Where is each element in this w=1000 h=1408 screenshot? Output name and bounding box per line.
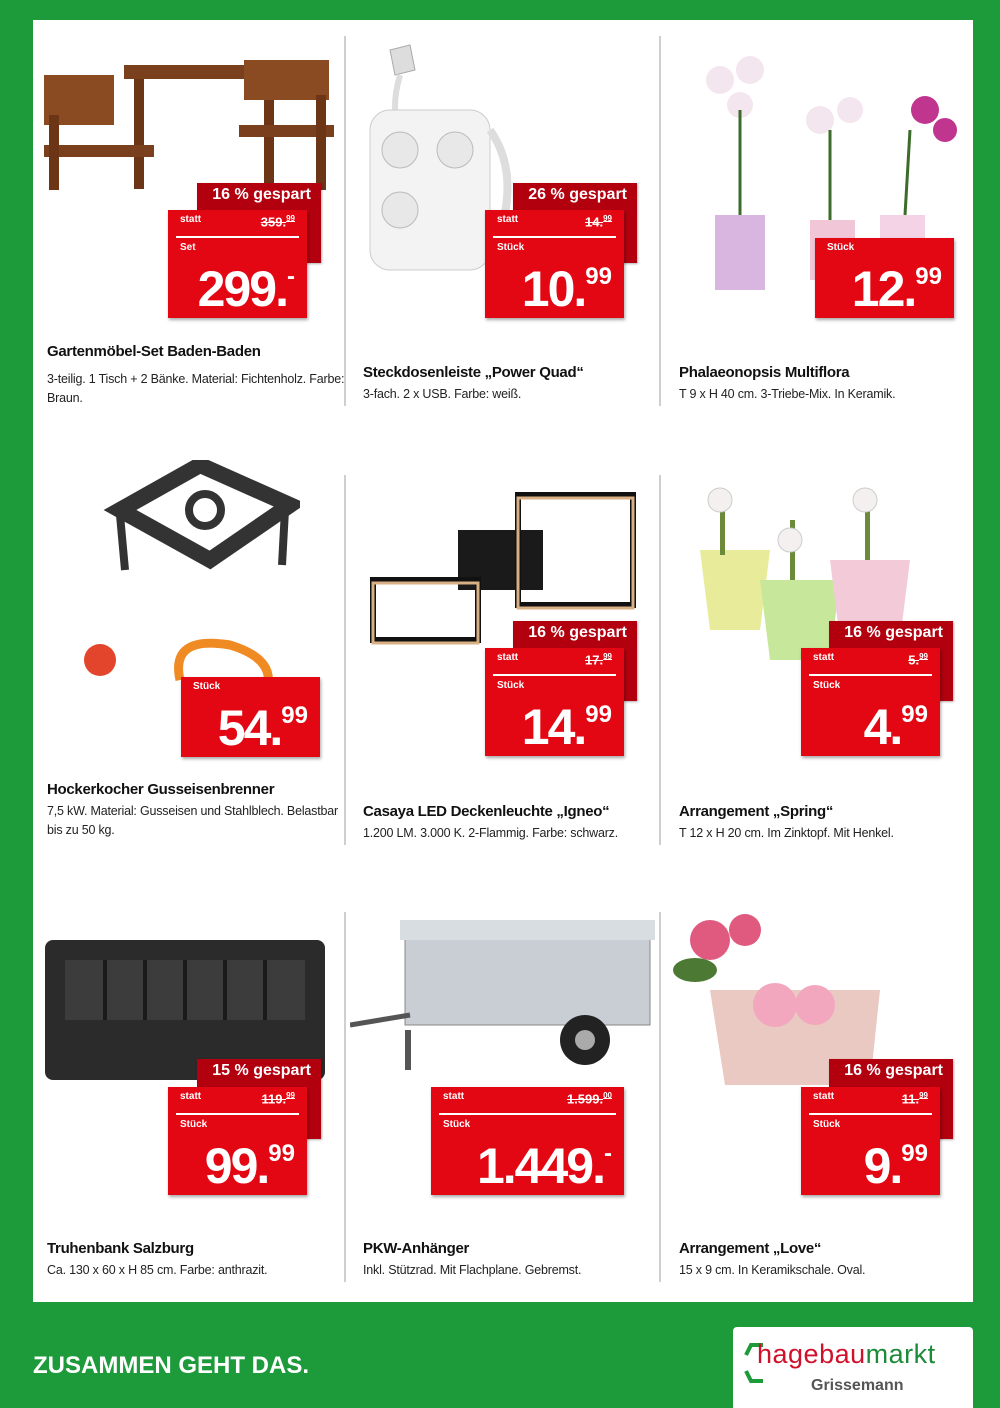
old-price-main: 14. [585, 214, 604, 230]
price-cents: 99 [268, 1140, 295, 1167]
unit-label: Stück [497, 242, 525, 253]
product-title[interactable]: PKW-Anhänger [363, 1240, 470, 1257]
savings-badge: 26 % gespart [513, 183, 637, 263]
price-main: 1.449. [476, 1138, 604, 1194]
price-main: 10. [521, 261, 586, 317]
slogan: ZUSAMMEN GEHT DAS. [33, 1352, 309, 1379]
old-price-main: 5. [908, 652, 920, 668]
price-main: 54. [217, 700, 282, 756]
statt-label: statt [813, 652, 835, 663]
product-description: T 9 x H 40 cm. 3-Triebe-Mix. In Keramik. [679, 387, 896, 401]
price-cents: - [604, 1140, 612, 1167]
divider [344, 475, 346, 845]
old-price-cents: 99 [286, 1091, 295, 1100]
unit-label: Set [180, 242, 196, 253]
old-price-main: 119. [261, 1091, 287, 1107]
statt-label: statt [180, 214, 202, 225]
price-cents: - [287, 263, 295, 290]
price-tag [801, 648, 940, 756]
product-description: 1.200 LM. 3.000 K. 2-Flammig. Farbe: schwarz. [363, 826, 618, 840]
unit-label: Stück [827, 242, 855, 253]
old-price-cents: 99 [919, 652, 928, 661]
gas-cooker-image [60, 460, 300, 700]
price-tag [168, 1087, 307, 1195]
divider-line [176, 236, 299, 238]
statt-label: statt [497, 652, 519, 663]
old-price-main: 17. [585, 652, 604, 668]
garden-furniture-image [44, 55, 334, 195]
price-cents: 99 [281, 702, 308, 729]
divider-line [439, 1113, 616, 1115]
unit-label: Stück [813, 680, 841, 691]
price-main: 9. [863, 1138, 902, 1194]
old-price [261, 214, 295, 229]
price-cents: 99 [901, 1140, 928, 1167]
product-title[interactable]: Hockerkocher Gusseisenbrenner [47, 781, 275, 798]
divider [344, 36, 346, 406]
current-price [198, 250, 295, 316]
statt-label: statt [443, 1091, 465, 1102]
divider [659, 475, 661, 845]
logo-hagebau: hagebau [757, 1339, 866, 1369]
unit-label: Stück [813, 1119, 841, 1130]
price-tag [485, 210, 624, 318]
old-price-cents: 99 [286, 214, 295, 223]
product-description: 7,5 kW. Material: Gusseisen und Stahlblech. Belastbar bis zu 50 kg. [47, 804, 338, 837]
divider [344, 912, 346, 1282]
price-cents: 99 [901, 701, 928, 728]
product-title[interactable]: Phalaeonopsis Multiflora [679, 364, 850, 381]
old-price [585, 652, 612, 667]
old-price [567, 1091, 612, 1106]
divider-line [809, 674, 932, 676]
savings-badge: 16 % gespart [197, 183, 321, 263]
price-main: 299. [197, 261, 287, 317]
price-tag [801, 1087, 940, 1195]
divider-line [176, 1113, 299, 1115]
current-price [205, 1127, 295, 1193]
current-price [864, 1127, 928, 1193]
divider [659, 912, 661, 1282]
old-price [908, 652, 928, 667]
price-tag [431, 1087, 624, 1195]
divider-line [493, 674, 616, 676]
price-tag [815, 238, 954, 318]
statt-label: statt [813, 1091, 835, 1102]
price-tag [168, 210, 307, 318]
price-main: 99. [204, 1138, 269, 1194]
price-cents: 99 [585, 701, 612, 728]
statt-label: statt [180, 1091, 202, 1102]
product-title[interactable]: Gartenmöbel-Set Baden-Baden [47, 343, 261, 360]
price-main: 4. [863, 699, 902, 755]
current-price [477, 1127, 612, 1193]
hagebaumarkt-logo[interactable] [733, 1327, 973, 1408]
product-description: T 12 x H 20 cm. Im Zinktopf. Mit Henkel. [679, 826, 894, 840]
unit-label: Stück [180, 1119, 208, 1130]
savings-badge: 16 % gespart [829, 621, 953, 701]
product-title[interactable]: Steckdosenleiste „Power Quad“ [363, 364, 584, 381]
old-price-cents: 99 [919, 1091, 928, 1100]
divider-line [493, 236, 616, 238]
unit-label: Stück [443, 1119, 471, 1130]
product-description: 15 x 9 cm. In Keramikschale. Oval. [679, 1263, 866, 1277]
product-description: 3-fach. 2 x USB. Farbe: weiß. [363, 387, 522, 401]
product-title[interactable]: Arrangement „Spring“ [679, 803, 834, 820]
savings-badge: 16 % gespart [829, 1059, 953, 1139]
logo-wordmark [757, 1339, 936, 1370]
current-price [522, 250, 612, 316]
savings-badge: 15 % gespart [197, 1059, 321, 1139]
old-price [262, 1091, 296, 1106]
product-description: Inkl. Stützrad. Mit Flachplane. Gebremst. [363, 1263, 582, 1277]
product-title[interactable]: Casaya LED Deckenleuchte „Igneo“ [363, 803, 610, 820]
old-price-cents: 99 [603, 214, 612, 223]
current-price [218, 689, 308, 755]
old-price-main: 1.599. [566, 1091, 604, 1107]
price-tag [181, 677, 320, 757]
savings-badge: 16 % gespart [513, 621, 637, 701]
current-price [852, 250, 942, 316]
car-trailer-image [350, 920, 655, 1070]
old-price [902, 1091, 928, 1106]
unit-label: Stück [193, 681, 221, 692]
product-description: Ca. 130 x 60 x H 85 cm. Farbe: anthrazit. [47, 1263, 268, 1277]
divider-line [809, 1113, 932, 1115]
logo-markt: markt [865, 1339, 936, 1369]
old-price-main: 11. [901, 1091, 920, 1107]
old-price-main: 359. [260, 214, 287, 230]
old-price-cents: 99 [603, 652, 612, 661]
price-cents: 99 [915, 263, 942, 290]
divider [659, 36, 661, 406]
product-title[interactable]: Arrangement „Love“ [679, 1240, 822, 1257]
store-name: Grissemann [811, 1377, 904, 1394]
unit-label: Stück [497, 680, 525, 691]
price-main: 14. [521, 699, 586, 755]
current-price [522, 688, 612, 754]
old-price [585, 214, 612, 229]
current-price [864, 688, 928, 754]
price-cents: 99 [585, 263, 612, 290]
price-tag [485, 648, 624, 756]
old-price-cents: 00 [603, 1091, 612, 1100]
product-title[interactable]: Truhenbank Salzburg [47, 1240, 194, 1257]
price-main: 12. [851, 261, 916, 317]
product-description: 3-teilig. 1 Tisch + 2 Bänke. Material: Fichtenholz. Farbe: Braun. [47, 372, 345, 405]
statt-label: statt [497, 214, 519, 225]
